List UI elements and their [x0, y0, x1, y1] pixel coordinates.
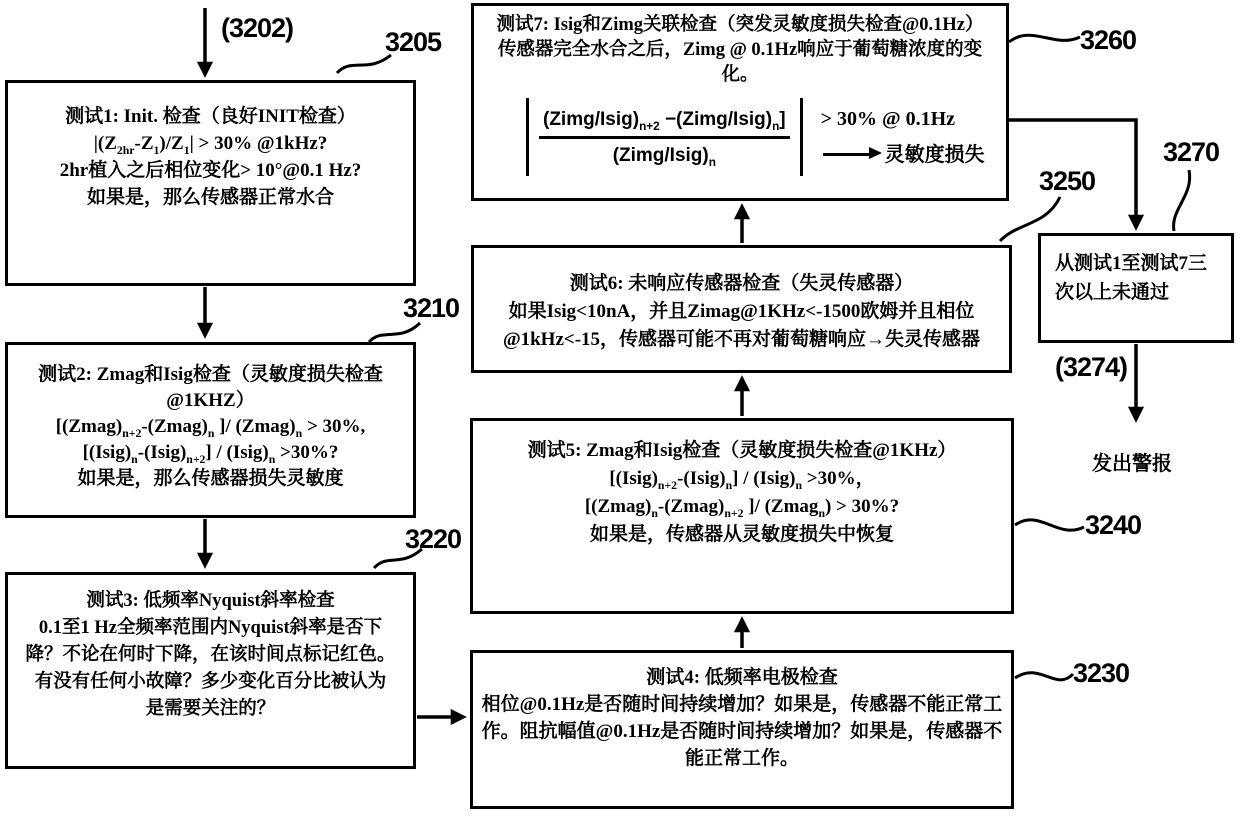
test4-body-line: 相位@0.1Hz是否随时间持续增加？如果是，传感器不能正常工 [481, 694, 1003, 715]
test2-zmag-condition: [$(Zmag)_{n+2}-(Zmag)_n$ ]/ $(Zmag)_n > 30\%$, [55, 416, 366, 440]
test7-formula-result-text: 灵敏度损失 [884, 144, 985, 166]
fail-count-line: 从测试1至测试7三 [1055, 253, 1208, 274]
test6-body-line: @1kHz<-15，传感器可能不再对葡萄糖响应→失灵传感器 [502, 329, 981, 350]
ref-label-3202: (3202) [221, 13, 294, 43]
test7-formula [474, 98, 1006, 176]
test7-box [471, 3, 1009, 201]
test7-body-line: 化。 [721, 65, 759, 85]
test5-isig-condition: $[(Isig)_{n+2}-(Isig)_n]$ / $(Isig)_n >30\%$， [609, 468, 875, 492]
ref-label-3250: 3250 [1039, 166, 1096, 196]
test3-body-line: 0.1至1 Hz全频率范围内Nyquist斜率是否下 [38, 618, 383, 638]
leader-3270 [1174, 170, 1190, 231]
test3-body-line: 是需要关注的？ [145, 699, 276, 719]
ref-label-3274: (3274) [1055, 352, 1128, 382]
test1-box [5, 80, 416, 286]
test2-title: 测试2: Zmag和Isig检查（灵敏度损失检查 [38, 364, 383, 385]
test7-body-line: 传感器完全水合之后，Zimg @ 0.1Hz响应于葡萄糖浓度的变 [497, 40, 983, 60]
test5-title: 测试5: Zmag和Isig检查（灵敏度损失检查@1KHz） [527, 440, 957, 461]
leader-3240 [1015, 520, 1084, 530]
leader-3205 [337, 55, 391, 73]
ref-label-3260: 3260 [1080, 25, 1137, 55]
test3-title: 测试3: 低频率Nyquist斜率检查 [86, 591, 335, 611]
test5-box [470, 418, 1014, 614]
ref-label-3220: 3220 [405, 524, 462, 554]
test1-impedance-condition: $|(Z_{2hr}-Z_1)/Z_1| > 30\%$ @1kHz? [93, 133, 328, 157]
implies-arrow-icon [823, 153, 869, 156]
ref-label-3230: 3230 [1073, 658, 1130, 688]
test3-body-line: 有没有任何小故障？多少变化百分比被认为 [34, 672, 387, 692]
ref-label-3210: 3210 [403, 293, 460, 323]
test5-zmag-condition: [$(Zmag)_n-(Zmag)_{n+2}$ ]/ (Zmag$_n$) > 30%? [584, 496, 900, 520]
test7-title: 测试7: Isig和Zimg关联检查（突发灵敏度损失检查@0.1Hz） [496, 15, 984, 35]
test1-phase-condition: 2hr植入之后相位变化> 10°@0.1 Hz? [59, 160, 362, 181]
test4-body-line: 能正常工作。 [684, 748, 799, 769]
ref-label-3270: 3270 [1163, 137, 1220, 167]
test1-conclusion: 如果是，那么传感器正常水合 [86, 187, 334, 208]
test7-formula-condition: > 30% @ 0.1Hz [820, 108, 956, 130]
test7-formula-denominator: $(Zimg/Isig)_n$ [612, 144, 716, 169]
absolute-value-bar-right [800, 98, 803, 176]
test4-title: 测试4: 低频率电极检查 [646, 667, 838, 688]
absolute-value-bar-left [526, 98, 529, 176]
test6-body-line: 如果Isig<10nA，并且Zimag@1KHz<-1500欧姆并且相位 [508, 301, 975, 322]
test3-box [5, 572, 416, 769]
test3-body-line: 降？不论在何时下降，在该时间点标记红色。 [25, 645, 396, 665]
test2-isig-condition: $[(Isig)_n-(Isig)_{n+2}]$ / $(Isig)_n >30\%$? [82, 442, 339, 466]
test2-conclusion: 如果是，那么传感器损失灵敏度 [77, 468, 344, 489]
alarm-text: 发出警报 [1092, 453, 1172, 475]
test7-fraction [539, 107, 790, 168]
test2-box [5, 342, 416, 518]
test7-formula-numerator: $(Zimg/Isig)_{n+2}$ $-(Zimg/Isig)_n$] [539, 107, 790, 139]
test5-conclusion: 如果是，传感器从灵敏度损失中恢复 [589, 524, 894, 545]
fail-count-box [1038, 233, 1234, 343]
ref-label-3240: 3240 [1085, 510, 1142, 540]
ref-label-3205: 3205 [385, 27, 442, 57]
test7-formula-result [821, 107, 985, 167]
test4-body-line: 作。阻抗幅值@0.1Hz是否随时间持续增加？如果是，传感器不 [481, 721, 1003, 742]
leader-3260 [1009, 35, 1080, 42]
leader-3210 [369, 323, 420, 342]
test6-title: 测试6: 未响应传感器检查（失灵传感器） [569, 273, 914, 294]
leader-3230 [1015, 673, 1073, 680]
test1-title: 测试1: Init. 检查（良好INIT检查） [65, 106, 356, 127]
fail-count-line: 次以上未通过 [1055, 282, 1170, 303]
test6-box [471, 245, 1012, 373]
test2-title-continued: @1KHZ） [166, 390, 255, 411]
test4-box [470, 650, 1014, 809]
